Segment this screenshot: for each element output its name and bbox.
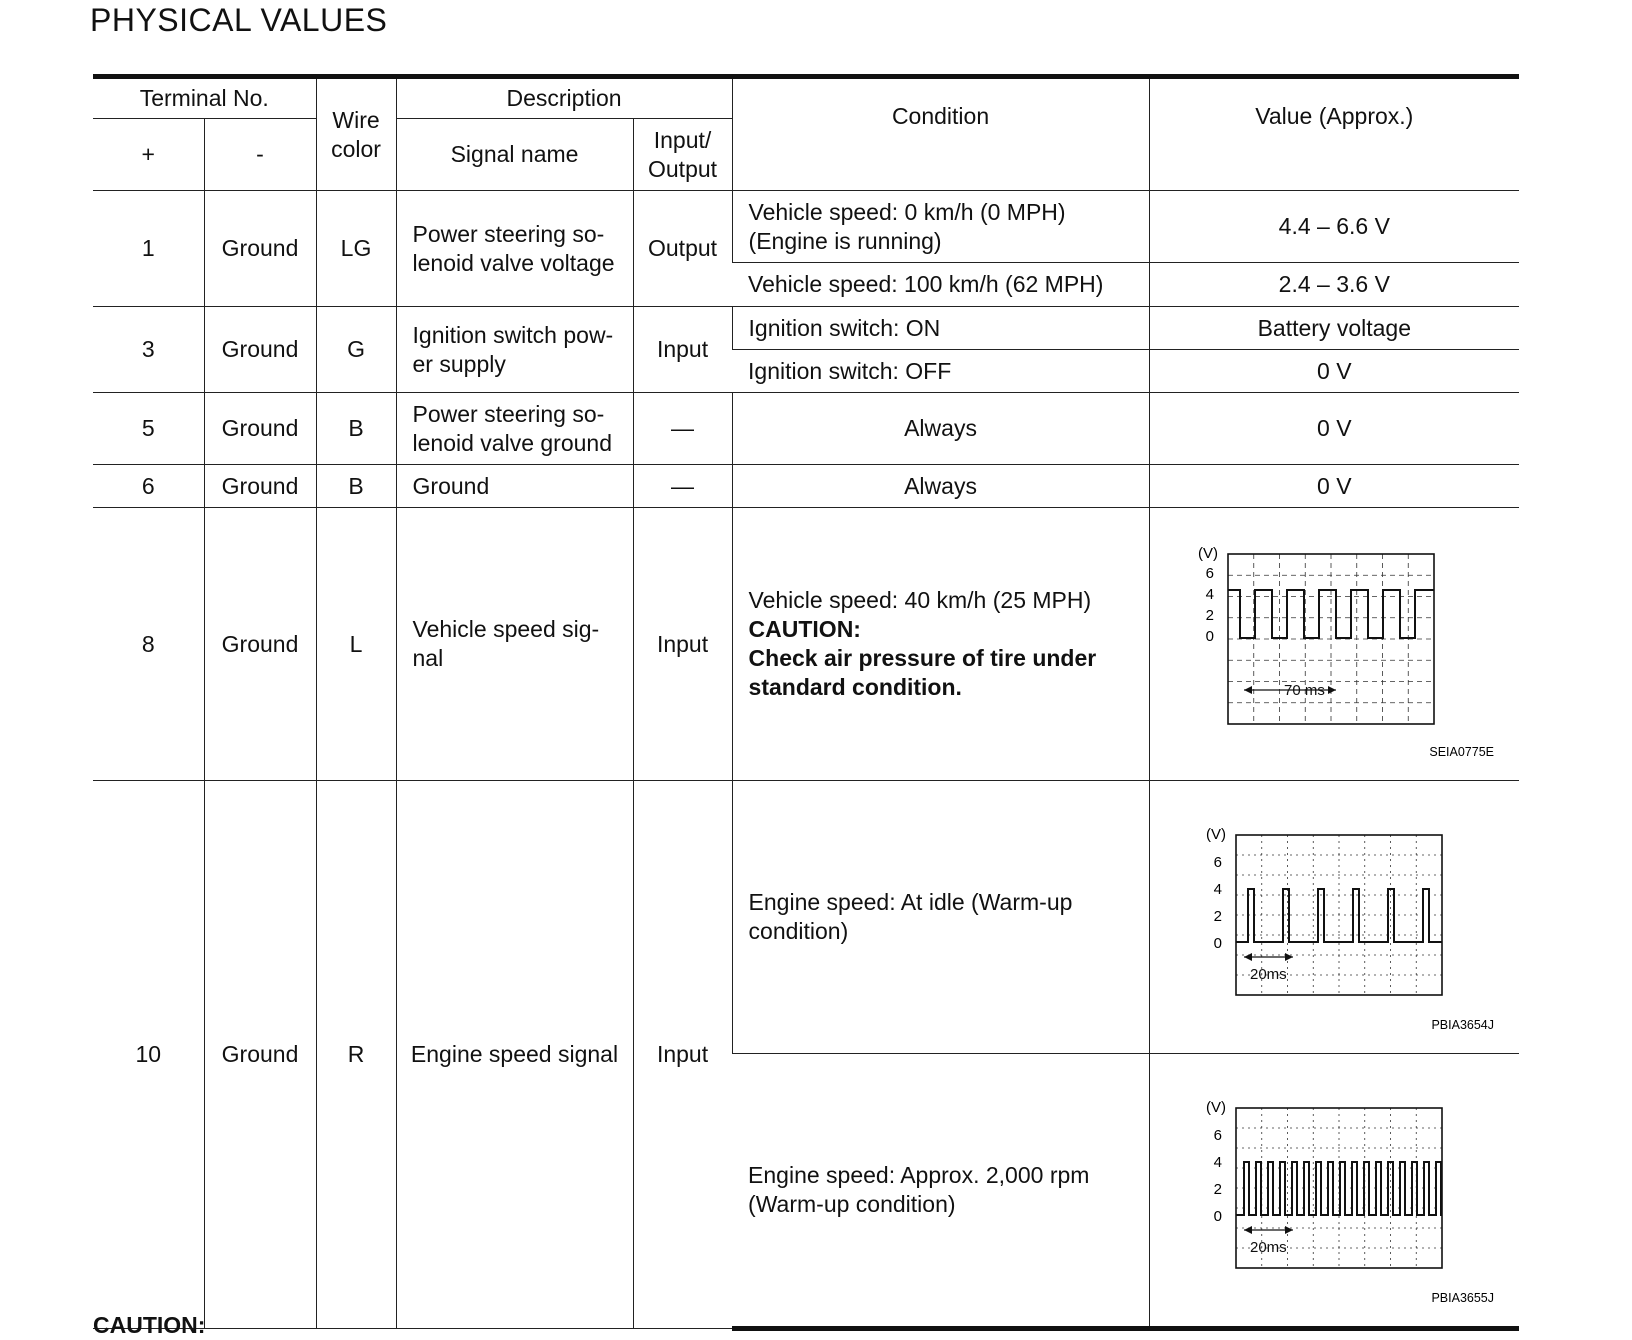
wire-color: B (316, 465, 396, 508)
terminal-plus: 1 (93, 191, 204, 307)
footer-caution: CAUTION: (93, 1312, 206, 1338)
figure-code: PBIA3655J (1430, 1291, 1494, 1305)
header-description: Description (396, 77, 732, 119)
condition: Engine speed: At idle (Warm-up condition) (732, 781, 1149, 1054)
table-row (93, 465, 1519, 508)
signal-name: Power steering so-lenoid valve ground (396, 393, 633, 465)
value: 0 V (1149, 393, 1519, 465)
table-row (93, 781, 1519, 1054)
header-plus: + (93, 119, 204, 191)
value: 0 V (1149, 465, 1519, 508)
condition: Always (732, 465, 1149, 508)
time-marker-arrow (1328, 686, 1336, 694)
header-signal-name: Signal name (396, 119, 633, 191)
condition-text: Vehicle speed: 40 km/h (25 MPH) (748, 587, 1092, 613)
value-waveform-cell (1149, 508, 1519, 781)
terminal-minus: Ground (204, 781, 316, 1329)
condition: Always (732, 393, 1149, 465)
y-tick-label: 0 (1205, 628, 1214, 645)
signal-name: Vehicle speed sig-nal (396, 508, 633, 781)
y-tick-label: 6 (1205, 565, 1214, 582)
time-label: 70 ms (1283, 682, 1325, 699)
terminal-minus: Ground (204, 508, 316, 781)
time-marker-arrow (1285, 1226, 1293, 1234)
axis-unit-label: (V) (1205, 826, 1226, 843)
io-type: Input (633, 508, 732, 781)
y-tick-label: 0 (1213, 1208, 1222, 1225)
y-tick-label: 2 (1213, 1181, 1222, 1198)
table-row (93, 508, 1519, 781)
waveform-engine-2000rpm (1150, 1054, 1520, 1319)
io-type: Input (633, 781, 732, 1329)
header-wire-color: Wire color (316, 77, 396, 191)
value: Battery voltage (1149, 307, 1519, 350)
time-marker-arrow (1244, 953, 1252, 961)
caution-text: Check air pressure of tire under standard condition. (748, 645, 1097, 700)
io-type: Output (633, 191, 732, 307)
figure-code: PBIA3654J (1430, 1018, 1494, 1032)
condition: Ignition switch: ON (732, 307, 1149, 350)
page-title: PHYSICAL VALUES (90, 2, 388, 38)
condition: Vehicle speed: 100 km/h (62 MPH) (732, 263, 1149, 307)
wire-color: R (316, 781, 396, 1329)
table-row (93, 307, 1519, 350)
header-condition: Condition (732, 77, 1149, 191)
y-tick-label: 6 (1213, 854, 1222, 871)
wire-color: G (316, 307, 396, 393)
header-input-output: Input/ Output (633, 119, 732, 191)
time-label: 20ms (1249, 1239, 1287, 1256)
table-row (93, 393, 1519, 465)
wire-color: L (316, 508, 396, 781)
signal-name: Engine speed signal (396, 781, 633, 1329)
signal-name: Ignition switch pow-er supply (396, 307, 633, 393)
y-tick-label: 4 (1213, 881, 1222, 898)
y-tick-label: 2 (1213, 908, 1222, 925)
signal-name: Ground (396, 465, 633, 508)
value-waveform-cell (1149, 781, 1519, 1054)
physical-values-table (93, 74, 1519, 1331)
axis-unit-label: (V) (1197, 545, 1218, 562)
time-marker-arrow (1244, 1226, 1252, 1234)
table-row (93, 191, 1519, 263)
time-marker-arrow (1244, 686, 1252, 694)
header-minus: - (204, 119, 316, 191)
terminal-minus: Ground (204, 191, 316, 307)
terminal-minus: Ground (204, 465, 316, 508)
terminal-plus: 6 (93, 465, 204, 508)
value: 2.4 – 3.6 V (1149, 263, 1519, 307)
condition: Vehicle speed: 0 km/h (0 MPH) (Engine is running) (732, 191, 1149, 263)
figure-code: SEIA0775E (1428, 745, 1494, 759)
condition: Engine speed: Approx. 2,000 rpm (Warm-up condition) (732, 1054, 1149, 1329)
condition: Ignition switch: OFF (732, 350, 1149, 393)
axis-unit-label: (V) (1205, 1099, 1226, 1116)
header-terminal-no: Terminal No. (93, 77, 316, 119)
signal-trace (1236, 1162, 1442, 1215)
wire-color: B (316, 393, 396, 465)
wire-color: LG (316, 191, 396, 307)
waveform-vehicle-speed (1150, 508, 1520, 773)
waveform-engine-idle (1150, 781, 1520, 1046)
y-tick-label: 2 (1205, 607, 1214, 624)
terminal-plus: 5 (93, 393, 204, 465)
terminal-minus: Ground (204, 307, 316, 393)
y-tick-label: 6 (1213, 1127, 1222, 1144)
y-tick-label: 4 (1205, 586, 1214, 603)
terminal-minus: Ground (204, 393, 316, 465)
value: 0 V (1149, 350, 1519, 393)
terminal-plus: 8 (93, 508, 204, 781)
value: 4.4 – 6.6 V (1149, 191, 1519, 263)
time-label: 20ms (1249, 966, 1287, 983)
io-type: Input (633, 307, 732, 393)
io-type: — (633, 393, 732, 465)
y-tick-label: 0 (1213, 935, 1222, 952)
terminal-plus: 10 (93, 781, 204, 1329)
terminal-plus: 3 (93, 307, 204, 393)
io-type: — (633, 465, 732, 508)
y-tick-label: 4 (1213, 1154, 1222, 1171)
header-value: Value (Approx.) (1149, 77, 1519, 191)
condition (732, 508, 1149, 781)
caution-label: CAUTION: (748, 616, 861, 642)
time-marker-arrow (1285, 953, 1293, 961)
value-waveform-cell (1149, 1054, 1519, 1329)
signal-name: Power steering so-lenoid valve voltage (396, 191, 633, 307)
